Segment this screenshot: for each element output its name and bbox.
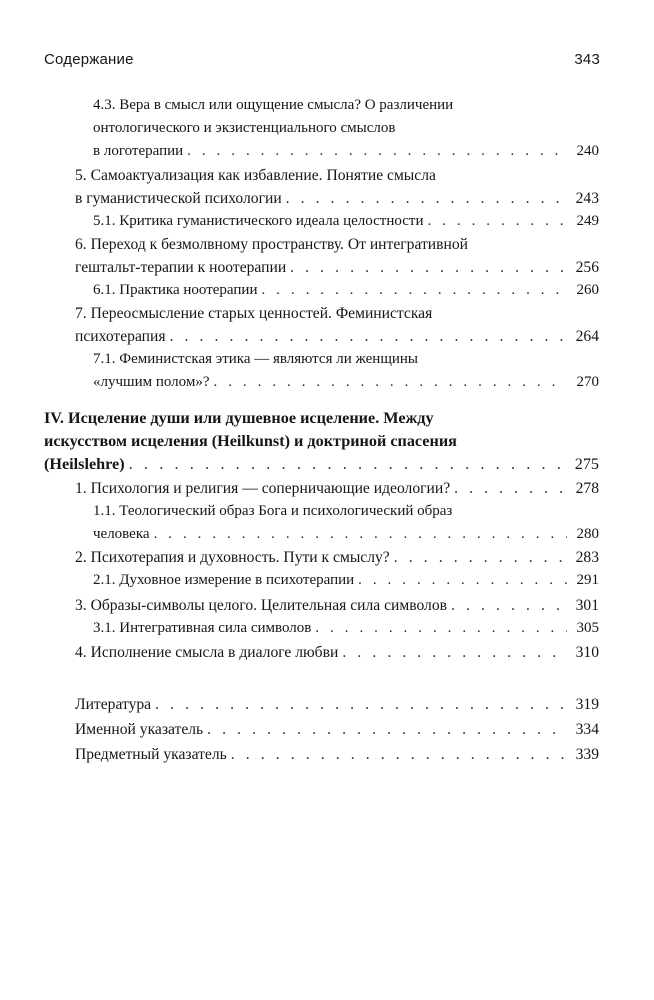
toc-page-number: 305 (576, 620, 599, 636)
toc-page-number: 280 (576, 526, 599, 542)
toc-page-number: 275 (574, 455, 599, 473)
toc-entry-5[interactable]: 5. Самоактуализация как избавление. Понятие смысла в гуманистической психологии . . . 243 (75, 164, 599, 210)
toc-entry-name-index[interactable]: Именной указатель . . . 334 (75, 718, 599, 741)
toc-page-number: 260 (576, 282, 599, 298)
leader-dots (154, 523, 567, 546)
leader-dots (315, 617, 567, 640)
toc-entry-4-3[interactable]: 4.3. Вера в смысл или ощущение смысла? О различении онтологического и экзистенциального смыслов в логотерапии . . . 240 (93, 94, 599, 163)
toc-page-number: 278 (575, 480, 599, 497)
toc-page-number: 270 (576, 374, 599, 390)
toc-page-number: 249 (576, 213, 599, 229)
leader-dots (290, 256, 567, 279)
toc-entry-iv-2[interactable]: 2. Психотерапия и духовность. Пути к смыслу? . . . 283 (75, 546, 599, 569)
toc-entry-6[interactable]: 6. Переход к безмолвному пространству. От интегративной гештальт-терапии к ноотерапии . . . 256 (75, 233, 599, 279)
leader-dots (342, 641, 567, 664)
running-header (44, 51, 600, 68)
toc-entry-bibliography[interactable]: Литература . . . 319 (75, 693, 599, 716)
leader-dots (214, 371, 567, 394)
leader-dots (187, 140, 567, 163)
leader-dots (428, 210, 568, 233)
leader-dots (170, 325, 567, 348)
toc-entry-iv-4[interactable]: 4. Исполнение смысла в диалоге любви . . . 310 (75, 641, 599, 664)
leader-dots (358, 569, 567, 592)
toc-entry-iv-3[interactable]: 3. Образы-символы целого. Целительная сила символов . . . 301 (75, 594, 599, 617)
toc-page-number: 319 (575, 696, 599, 713)
leader-dots (231, 743, 567, 766)
running-header-title: Содержание (44, 51, 134, 68)
toc-entry-iv-1[interactable]: 1. Психология и религия — соперничающие идеологии? . . . 278 (75, 477, 599, 500)
toc-page-number: 283 (575, 549, 599, 566)
toc-entry-iv-3-1[interactable]: 3.1. Интегративная сила символов . . . 305 (93, 617, 599, 640)
toc-page-number: 256 (575, 259, 599, 276)
leader-dots (451, 594, 567, 617)
leader-dots (207, 718, 567, 741)
leader-dots (394, 546, 567, 569)
toc-page-number: 339 (575, 746, 599, 763)
toc-entry-6-1[interactable]: 6.1. Практика ноотерапии . . . 260 (93, 279, 599, 302)
leader-dots (155, 693, 567, 716)
toc-entry-5-1[interactable]: 5.1. Критика гуманистического идеала целостности . . . 249 (93, 210, 599, 233)
leader-dots (286, 187, 567, 210)
toc-entry-iv-2-1[interactable]: 2.1. Духовное измерение в психотерапии . . . 291 (93, 569, 599, 592)
toc-entry-7-1[interactable]: 7.1. Феминистская этика — являются ли женщины «лучшим полом»? . . . 270 (93, 348, 599, 394)
toc-page-number: 243 (575, 190, 599, 207)
leader-dots (454, 477, 567, 500)
toc-page-number: 264 (575, 328, 599, 345)
toc-page-number: 291 (576, 572, 599, 588)
page-number: 343 (574, 51, 600, 68)
toc-page-number: 310 (575, 644, 599, 661)
toc-page-number: 240 (576, 143, 599, 159)
toc-page-number: 301 (575, 597, 599, 614)
toc-page-number: 334 (575, 721, 599, 738)
leader-dots (129, 453, 567, 476)
toc-entry-7[interactable]: 7. Переосмысление старых ценностей. Феминистская психотерапия . . . 264 (75, 302, 599, 348)
toc-entry-iv-1-1[interactable]: 1.1. Теологический образ Бога и психологический образ человека . . . 280 (93, 500, 599, 546)
toc-part-iv[interactable]: IV. Исцеление души или душевное исцеление. Между искусством исцеления (Heilkunst) и доктриной спасения (Heilslehre) . . . 275 (44, 407, 599, 476)
leader-dots (261, 279, 567, 302)
toc-entry-subject-index[interactable]: Предметный указатель . . . 339 (75, 743, 599, 766)
